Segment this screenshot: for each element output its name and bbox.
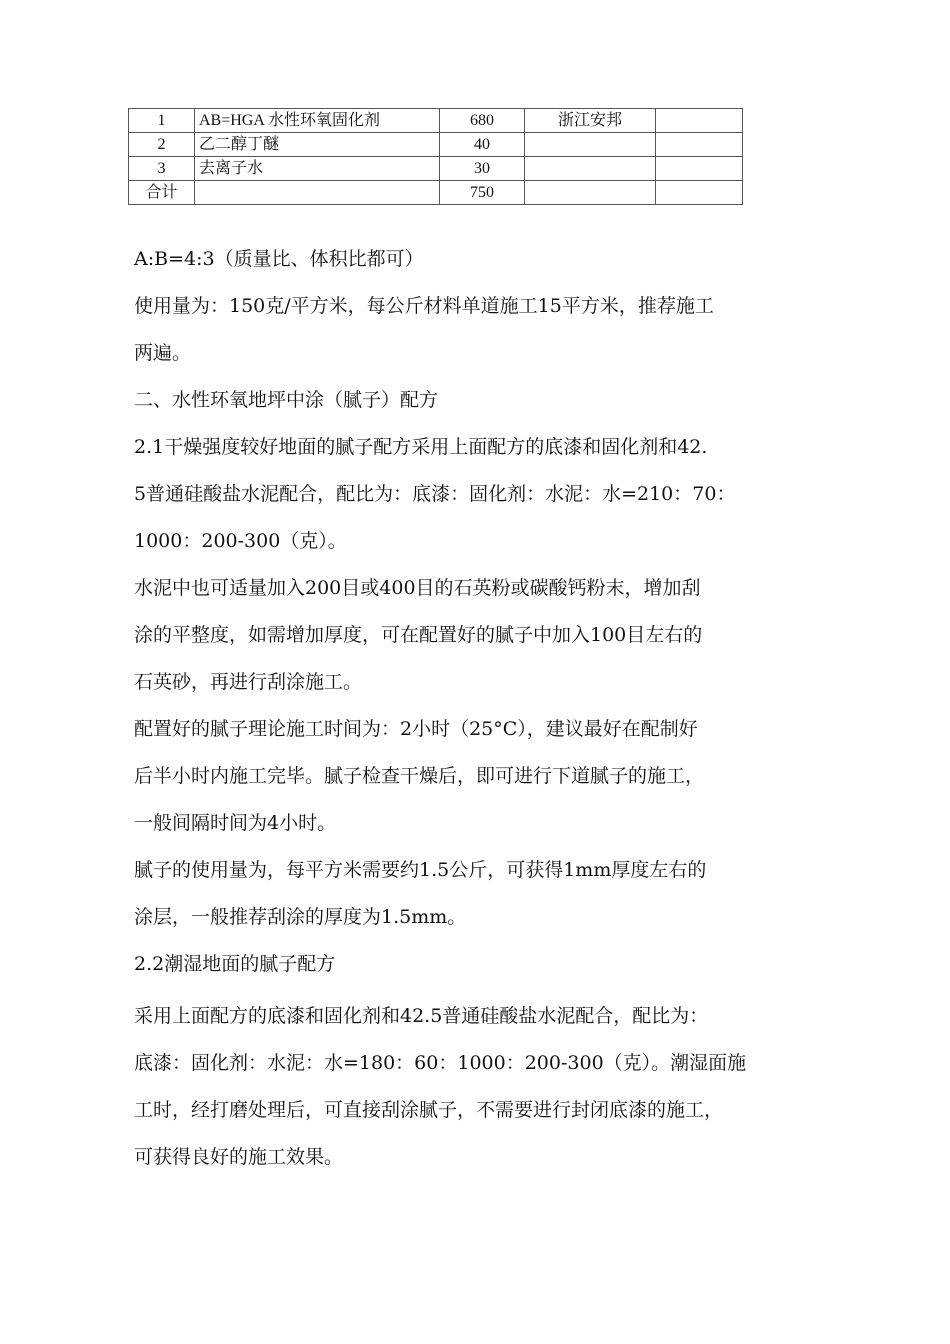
pot-life-paragraph: 配置好的腻子理论施工时间为：2小时（25°C），建议最好在配制好 后半小时内施工完毕。腻子检查干燥后，即可进行下道腻子的施工， 一般间隔时间为4小时。 (134, 718, 705, 834)
dry-floor-formula-paragraph: 2.1干燥强度较好地面的腻子配方采用上面配方的底漆和固化剂和42. 5普通硅酸盐水泥配合，配比为：底漆：固化剂：水泥：水=210：70： 1000：200-300（克）。 (134, 436, 736, 552)
mix-ratio-paragraph: A:B=4:3（质量比、体积比都可） (134, 248, 424, 270)
ingredient-source: 浙江安邦 (525, 109, 656, 133)
ingredient-amount: 40 (440, 133, 525, 157)
ingredient-source (525, 133, 656, 157)
ingredient-name: 去离子水 (195, 157, 440, 181)
empty-cell (656, 181, 743, 205)
section-heading: 二、水性环氧地坪中涂（腻子）配方 (134, 389, 439, 411)
subsection-heading: 2.2潮湿地面的腻子配方 (134, 953, 336, 975)
row-number: 2 (129, 133, 195, 157)
ingredient-amount: 680 (440, 109, 525, 133)
formula-table (128, 108, 743, 205)
table-row (129, 157, 743, 181)
usage-paragraph: 使用量为：150克/平方米，每公斤材料单道施工15平方米，推荐施工 两遍。 (134, 295, 714, 364)
ingredient-name (195, 181, 440, 205)
body-text (134, 236, 834, 1181)
empty-cell (656, 133, 743, 157)
ingredient-name: 乙二醇丁醚 (195, 133, 440, 157)
ingredient-amount: 30 (440, 157, 525, 181)
ingredient-name: AB=HGA 水性环氧固化剂 (195, 109, 440, 133)
table-row (129, 133, 743, 157)
ingredient-source (525, 157, 656, 181)
empty-cell (656, 109, 743, 133)
damp-floor-formula-paragraph: 采用上面配方的底漆和固化剂和42.5普通硅酸盐水泥配合，配比为： 底漆：固化剂：水泥：水=180：60：1000：200-300（克）。潮湿面施 工时，经打磨处理后，可直接刮涂腻子，不需要进行封闭底漆的施工， 可获得良好的施工效果。 (134, 1005, 747, 1168)
table-row-total (129, 181, 743, 205)
quartz-powder-paragraph: 水泥中也可适量加入200目或400目的石英粉或碳酸钙粉末，增加刮 涂的平整度，如需增加厚度，可在配置好的腻子中加入100目左右的 石英砂，再进行刮涂施工。 (134, 577, 703, 693)
putty-usage-paragraph: 腻子的使用量为，每平方米需要约1.5公斤，可获得1mm厚度左右的 涂层，一般推荐刮涂的厚度为1.5mm。 (134, 859, 707, 928)
row-number: 3 (129, 157, 195, 181)
total-amount: 750 (440, 181, 525, 205)
table-row (129, 109, 743, 133)
ingredient-source (525, 181, 656, 205)
row-number: 1 (129, 109, 195, 133)
empty-cell (656, 157, 743, 181)
total-label: 合计 (129, 181, 195, 205)
